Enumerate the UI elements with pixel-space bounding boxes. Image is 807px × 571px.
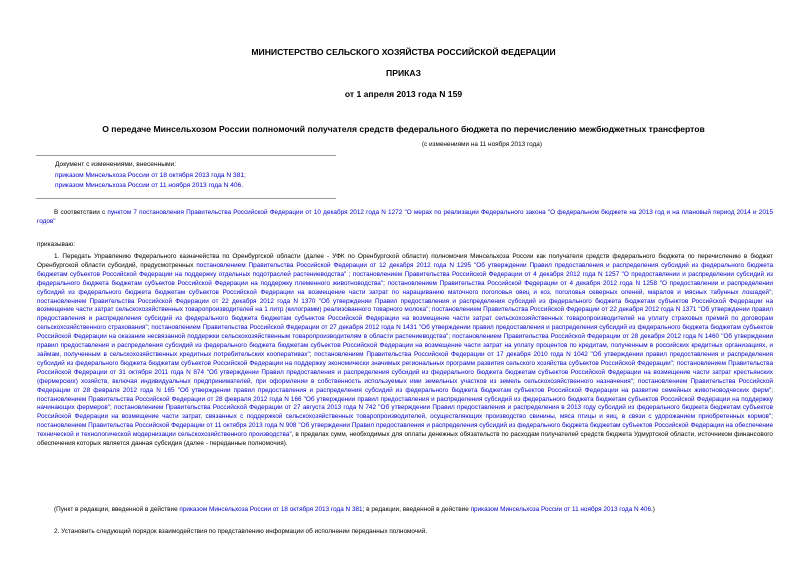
date-number-heading: от 1 апреля 2013 года N 159 [344, 89, 463, 99]
item-1-resolutions-links[interactable]: постановлением Правительства Российской Федерации от 12 декабря 2012 года N 1295 "Об утверждении Правил предоставления и распределения субсидий из федерального бюджета бюджетам субъектов Российской Федерации на поддержку отдельных подотраслей растениеводства" ; постановлением Правительства Российской Федерации от 4 декабря 2012 года N 1257 "О предоставлении и распределении субсидий из федерального бюджета бюджетам субъектов Российской Федерации на поддержку племенного животноводства"; постановлением Правительства Российской Федерации от 4 декабря 2012 года N 1258 "О предоставлении и распределении субсидий из федерального бюджета бюджетам субъектов Российской Федерации на возмещение части затрат по наращиванию маточного поголовья овец и коз, поголовья северных оленей, маралов и мясных табунных лошадей"; постановлением Правительства Российской Федерации от 22 декабря 2012 года N 1370 "Об утверждении Правил предоставления и распределения субсидий из федерального бюджета бюджетам субъектов Российской Федерации на возмещение части затрат сельскохозяйственных товаропроизводителей на 1 литр (килограмм) реализованного товарного молока"; постановлением Правительства Российской Федерации от 22 декабря 2012 года N 1371 "Об утверждении правил предоставления и распределения субсидий из федерального бюджета бюджетам субъектов Российской Федерации на возмещение части затрат сельскохозяйственных товаропроизводителей на уплату страховых премий по договорам сельскохозяйственного страхования"; постановлением Правительства Российской Федерации от 27 декабря 2012 года N 1431 "Об утверждении правил предоставления и распределения субсидий из федерального бюджета бюджетам субъектов Российской Федерации на оказание несвязанной поддержки сельскохозяйственным товаропроизводителям в области растениеводства"; постановлением Правительства Российской Федерации от 28 декабря 2012 года N 1460 "Об утверждении правил предоставления и распределения субсидий из федерального бюджета бюджетам субъектов Российской Федерации на возмещение части затрат на уплату процентов по кредитам, полученным в российских кредитных организациях, и займам, полученным в сельскохозяйственных кредитных потребительских кооперативах"; постановлением Правительства Российской Федерации от 17 декабря 2010 года N 1042 "Об утверждении правил предоставления и распределения субсидий из федерального бюджета бюджетам субъектов Российской Федерации на поддержку экономически значимых региональных программ развития сельского хозяйства субъектов Российской Федерации"; постановлением Правительства Российской Федерации от 31 октября 2011 года N 874 "Об утверждении Правил предоставления и распределения субсидий из федерального бюджета бюджетам субъектов Российской Федерации на возмещение части затрат крестьянских (фермерских) хозяйств, включая индивидуальных предпринимателей, при оформлении в собственность используемых ими земельных участков из земель сельскохозяйственного назначения"; постановлением Правительства Российской Федерации от 28 февраля 2012 года N 165 "Об утверждении правил предоставления и распределения субсидий из федерального бюджета бюджетам субъектов Российской Федерации на развитие семейных животноводческих ферм"; постановлением Правительства Российской Федерации от 28 февраля 2012 года N 166 "Об утверждении правил предоставления и распределения субсидий из федерального бюджета бюджетам субъектов Российской Федерации на поддержку начинающих фермеров"; постановлением Правительства Российской Федерации от 27 августа 2013 года N 742 "Об утверждении Правил предоставления и распределения в 2013 году субсидий из федерального бюджета бюджетам субъектов Российской Федерации на возмещение части затрат, связанных с поддержкой сельскохозяйственных товаропроизводителей, осуществляющих производство свинины, мяса птицы и яиц, в связи с удорожанием приобретенных кормов"; постановлением Правительства Российской Федерации от 11 октября 2013 года N 908 "Об утверждении Правил предоставления и распределения субсидий из федерального бюджета бюджетам субъектов Российской Федерации на обеспечение технической и технологической модернизации сельскохозяйственного производства" [37, 261, 773, 439]
item-1-text-end: , в пределах сумм, необходимых для оплаты денежных обязательств по расходам получателей средств бюджета Удмуртской области, источником финансового обеспечения которых является данная субсидия (далее - переданные полномочия). [37, 431, 773, 448]
ministry-heading: МИНИСТЕРСТВО СЕЛЬСКОГО ХОЗЯЙСТВА РОССИЙСКОЙ ФЕДЕРАЦИИ [251, 47, 556, 57]
changes-block [55, 160, 246, 192]
amendment-link-406[interactable]: приказом Минсельхоза России от 11 ноября 2013 года N 406 [470, 506, 652, 513]
change-link-381[interactable]: приказом Минсельхоза России от 18 октября 2013 года N 381; [55, 171, 246, 179]
revision-note: (с изменениями на 11 ноября 2013 года) [421, 141, 542, 148]
item-1-text: 1. Передать Управлению Федерального казначейства по Оренбургской области (далее - УФК по Оренбургской области) полномочия Минсельхоза России как получателя средств федерального бюджета по перечислению в бюджет Оренбургской области субсидий, предусмотренных [37, 253, 773, 269]
amendment-text-1: (Пункт в редакции, введенной в действие [54, 506, 180, 513]
amendment-link-381[interactable]: приказом Минсельхоза России от 18 октября 2013 года N 381 [179, 506, 363, 513]
amendment-text-2: ; в редакции, введенной в действие [362, 506, 471, 513]
changes-top-divider [36, 155, 336, 156]
document-title: О передаче Минсельхозом России полномочий получателя средств федерального бюджета по перечислению межбюджетных трансфертов [102, 124, 705, 134]
basis-link[interactable]: пунктом 7 постановления Правительства Российской Федерации от 10 декабря 2012 года N 1272 "О мерах по реализации Федерального закона "О федеральном бюджете на 2013 год и на плановый период 2014 и 2015 годов" [37, 209, 774, 225]
doc-type-heading: ПРИКАЗ [386, 68, 421, 78]
paragraph-order: приказываю: [37, 241, 75, 248]
basis-text: В соответствии с [54, 209, 108, 216]
paragraph-basis [37, 209, 773, 227]
change-link-406[interactable]: приказом Минсельхоза России от 11 ноября 2013 года N 406. [55, 182, 244, 189]
paragraph-item-2: 2. Установить следующий порядок взаимодействия по представлению информации об исполнении переданных полномочий. [54, 528, 428, 535]
amendment-text-3: .) [651, 506, 655, 513]
changes-label: Документ с изменениями, внесенными: [55, 161, 177, 168]
paragraph-amendment-note [37, 506, 773, 515]
paragraph-item-1 [37, 253, 773, 449]
changes-bottom-divider [36, 198, 336, 199]
